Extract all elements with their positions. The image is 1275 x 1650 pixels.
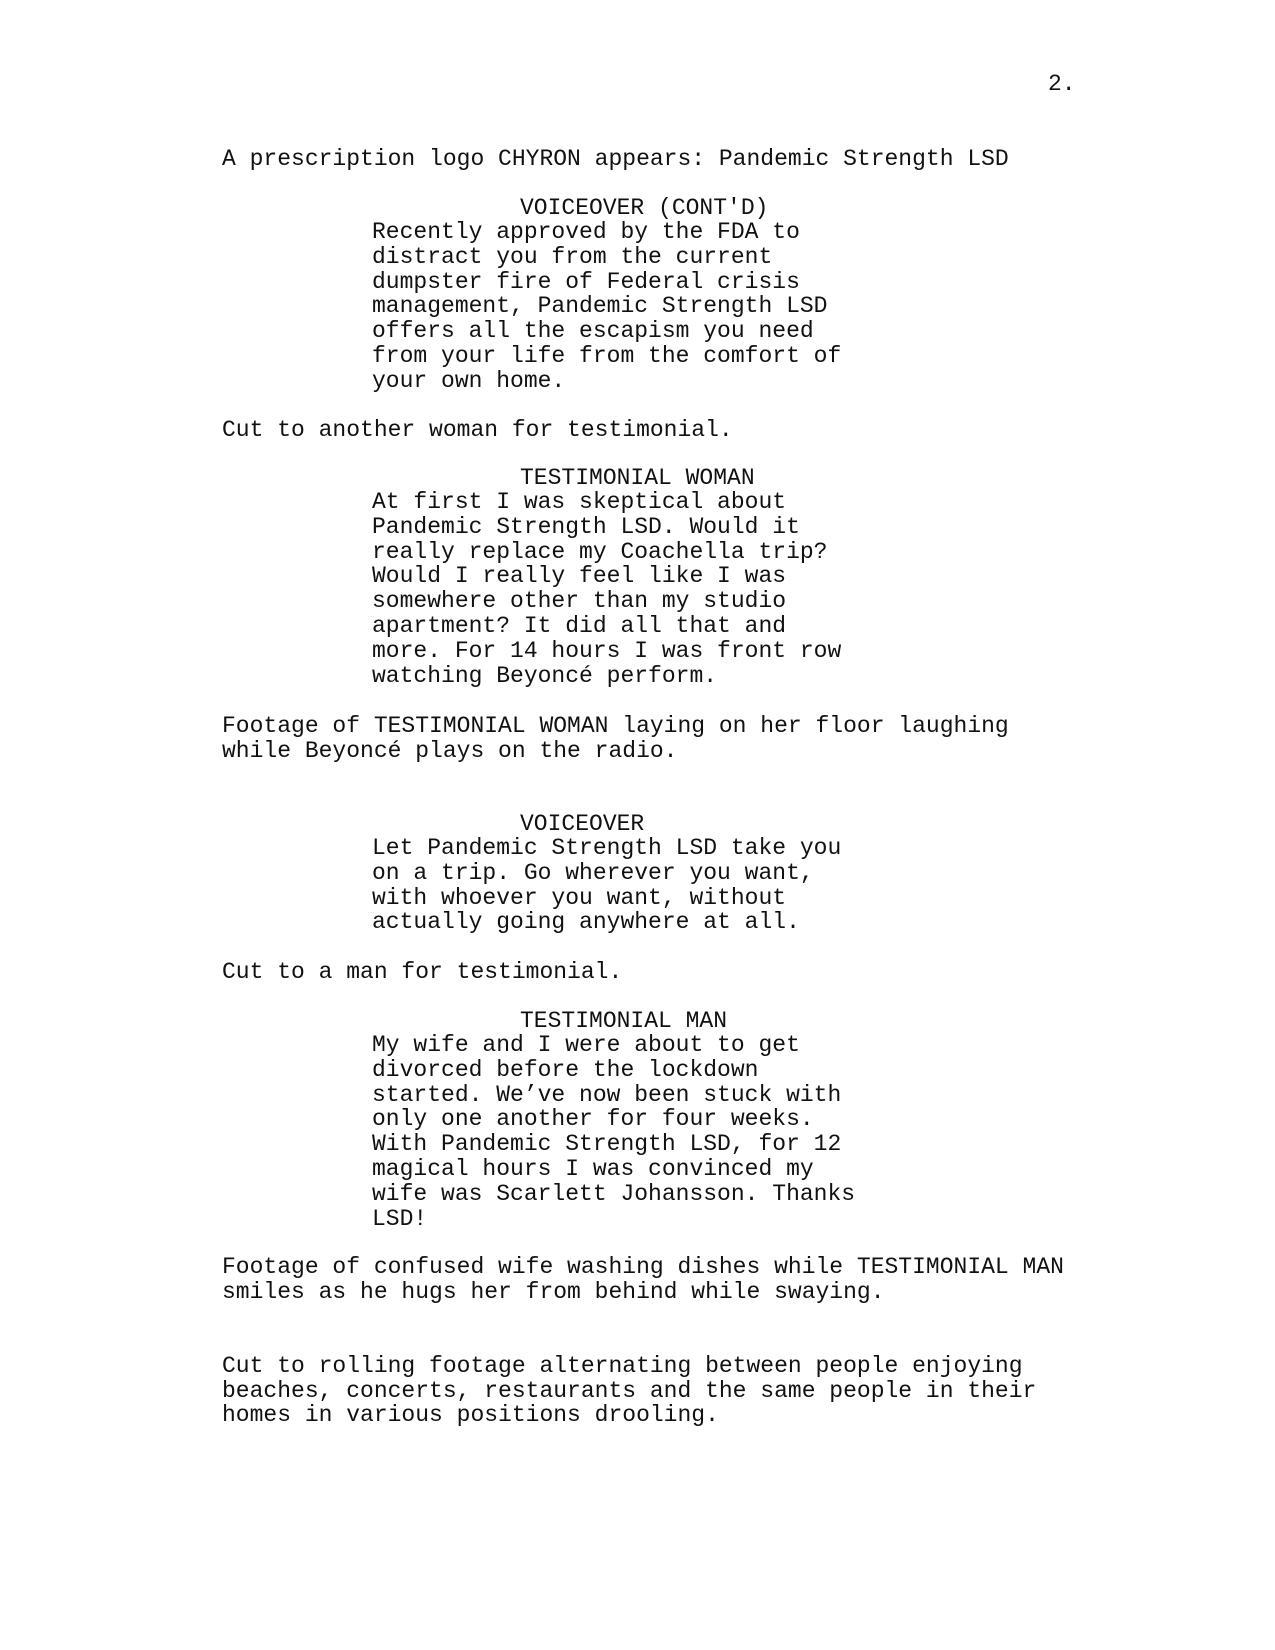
action-chyron: A prescription logo CHYRON appears: Pandemic Strength LSD (222, 146, 1009, 172)
page-number: 2. (1048, 71, 1076, 97)
action-wife-footage: Footage of confused wife washing dishes while TESTIMONIAL MAN smiles as he hugs her from behind while swaying. (222, 1254, 1064, 1305)
dialogue-voiceover-1: Recently approved by the FDA to distract you from the current dumpster fire of Federal crisis management, Pandemic Strength LSD offers all the escapism you need from your life from the comfort of your own home. (372, 219, 842, 394)
action-cut-to-man: Cut to a man for testimonial. (222, 959, 623, 985)
dialogue-testimonial-woman: At first I was skeptical about Pandemic Strength LSD. Would it really replace my Coachella trip? Would I really feel like I was somewhere other than my studio apartment? It did all that and more. For 14 hours I was front row watching Beyoncé perform. (372, 489, 842, 689)
character-voiceover: VOICEOVER (520, 811, 645, 837)
action-cut-to-woman: Cut to another woman for testimonial. (222, 417, 733, 443)
action-woman-footage: Footage of TESTIMONIAL WOMAN laying on her floor laughing while Beyoncé plays on the radio. (222, 713, 1009, 764)
character-voiceover-contd: VOICEOVER (CONT'D) (520, 195, 769, 221)
character-testimonial-man: TESTIMONIAL MAN (520, 1008, 728, 1034)
dialogue-testimonial-man: My wife and I were about to get divorced before the lockdown started. We’ve now been stuck with only one another for four weeks. With Pandemic Strength LSD, for 12 magical hours I was convinced my wife was Scarlett Johansson. Thanks LSD! (372, 1032, 856, 1232)
action-rolling-footage: Cut to rolling footage alternating between people enjoying beaches, concerts, restaurants and the same people in their homes in various positions drooling. (222, 1353, 1037, 1429)
dialogue-voiceover-2: Let Pandemic Strength LSD take you on a trip. Go wherever you want, with whoever you want, without actually going anywhere at all. (372, 835, 842, 936)
character-testimonial-woman: TESTIMONIAL WOMAN (520, 465, 755, 491)
